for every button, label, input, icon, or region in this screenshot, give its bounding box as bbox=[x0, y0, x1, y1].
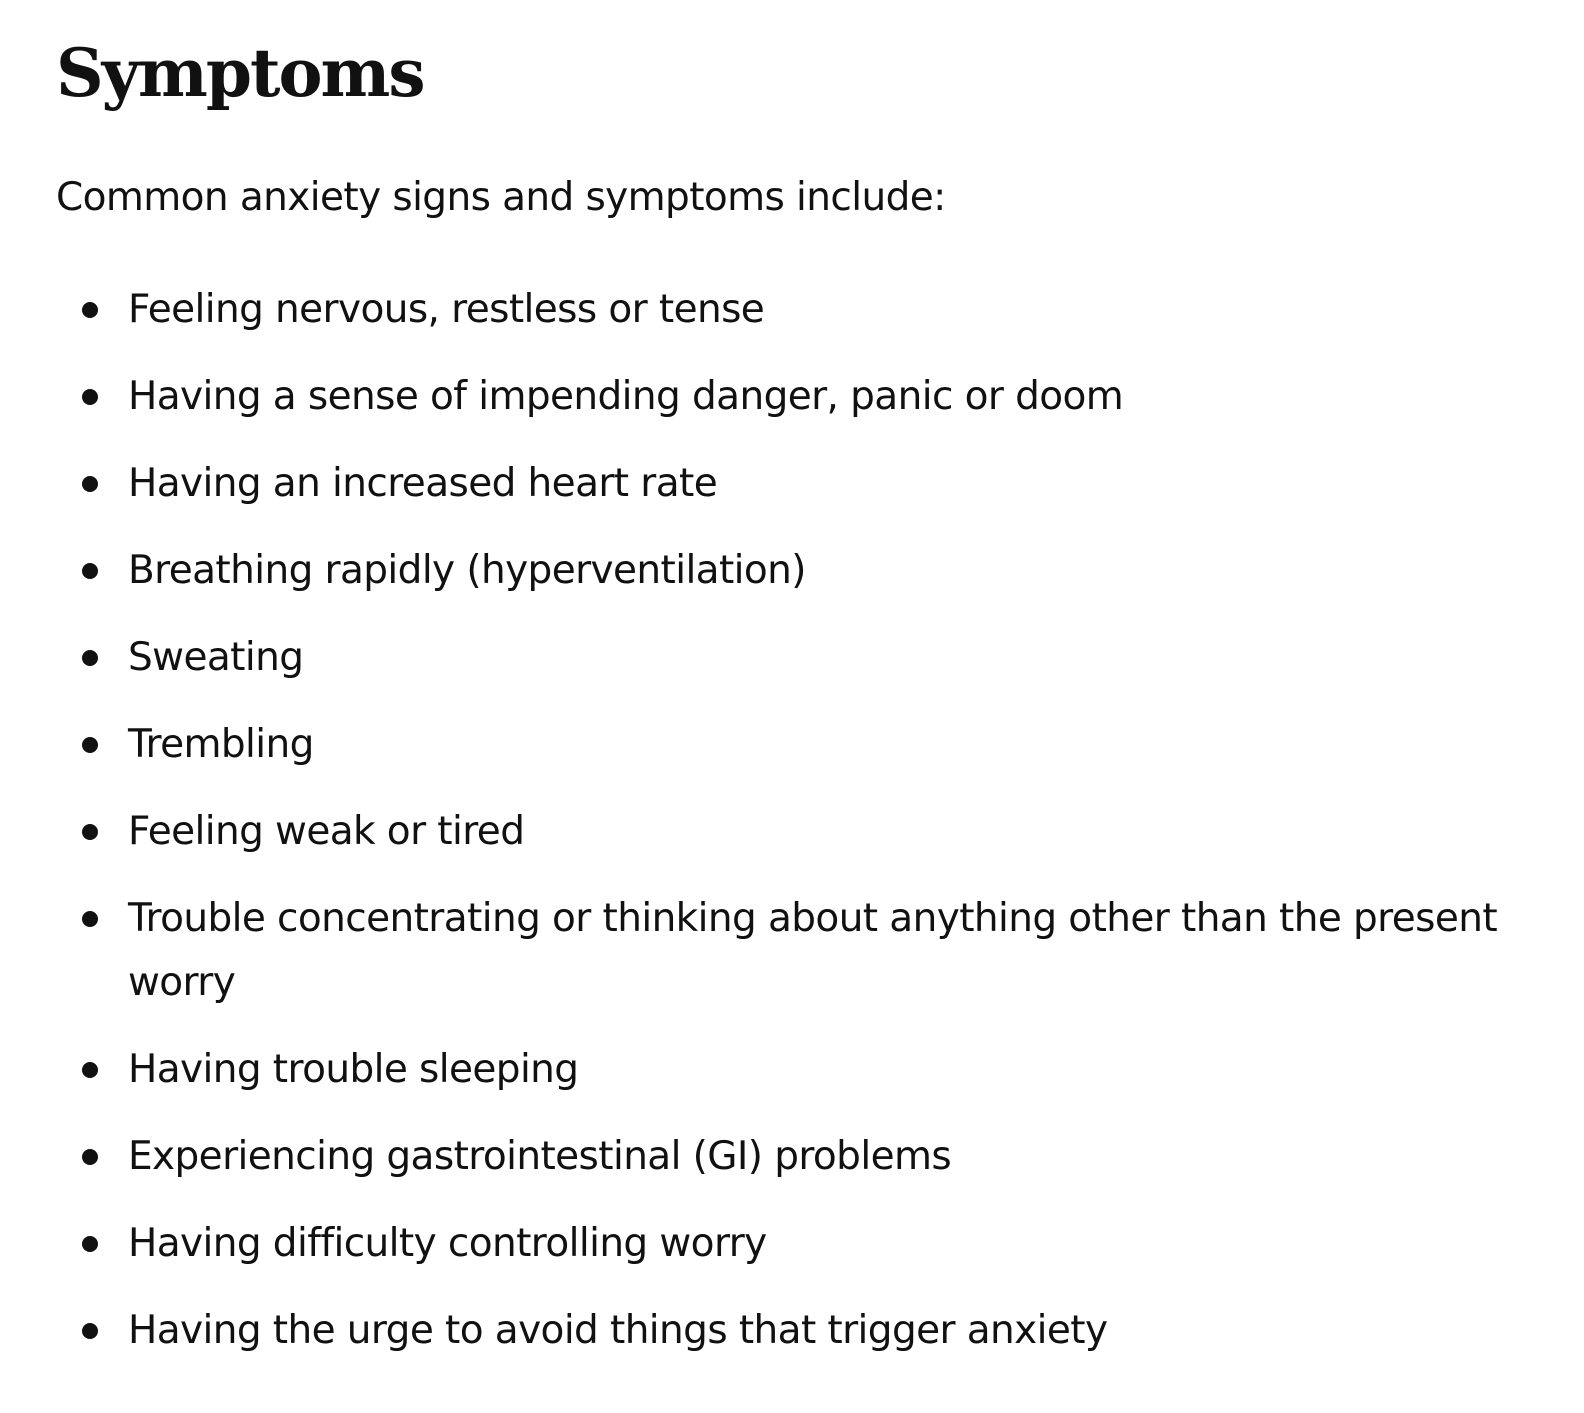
bullet-icon bbox=[82, 1062, 98, 1078]
list-item-text: Having difficulty controlling worry bbox=[128, 1221, 767, 1266]
bullet-icon bbox=[82, 302, 98, 318]
list-item-text: Experiencing gastrointestinal (GI) problems bbox=[128, 1134, 952, 1179]
bullet-icon bbox=[82, 1236, 98, 1252]
list-item-text: Having a sense of impending danger, panic or doom bbox=[128, 374, 1124, 419]
bullet-icon bbox=[82, 476, 98, 492]
list-item bbox=[56, 452, 1534, 516]
list-item bbox=[56, 278, 1534, 342]
list-item-text: Breathing rapidly (hyperventilation) bbox=[128, 548, 806, 593]
symptom-list bbox=[56, 278, 1534, 1386]
list-item bbox=[56, 626, 1534, 690]
list-item-text: Feeling weak or tired bbox=[128, 809, 525, 854]
list-item-text: Having an increased heart rate bbox=[128, 461, 718, 506]
list-item bbox=[56, 1038, 1534, 1102]
list-item bbox=[56, 800, 1534, 864]
bullet-icon bbox=[82, 563, 98, 579]
bullet-icon bbox=[82, 1149, 98, 1165]
list-item-text: Having the urge to avoid things that trigger anxiety bbox=[128, 1308, 1108, 1353]
list-item bbox=[56, 887, 1534, 1015]
intro-text: Common anxiety signs and symptoms include: bbox=[56, 175, 946, 220]
bullet-icon bbox=[82, 650, 98, 666]
list-item-text: Trembling bbox=[128, 722, 314, 767]
list-item-text: Sweating bbox=[128, 635, 304, 680]
bullet-icon bbox=[82, 824, 98, 840]
list-item-text: Having trouble sleeping bbox=[128, 1047, 579, 1092]
list-item bbox=[56, 1212, 1534, 1276]
list-item bbox=[56, 365, 1534, 429]
list-item bbox=[56, 1125, 1534, 1189]
list-item-text: Feeling nervous, restless or tense bbox=[128, 287, 765, 332]
list-item-text: Trouble concentrating or thinking about anything other than the present worry bbox=[128, 896, 1498, 1005]
bullet-icon bbox=[82, 911, 98, 927]
bullet-icon bbox=[82, 1323, 98, 1339]
list-item bbox=[56, 713, 1534, 777]
bullet-icon bbox=[82, 737, 98, 753]
list-item bbox=[56, 1299, 1534, 1363]
bullet-icon bbox=[82, 389, 98, 405]
section-heading: Symptoms bbox=[56, 34, 424, 112]
list-item bbox=[56, 539, 1534, 603]
